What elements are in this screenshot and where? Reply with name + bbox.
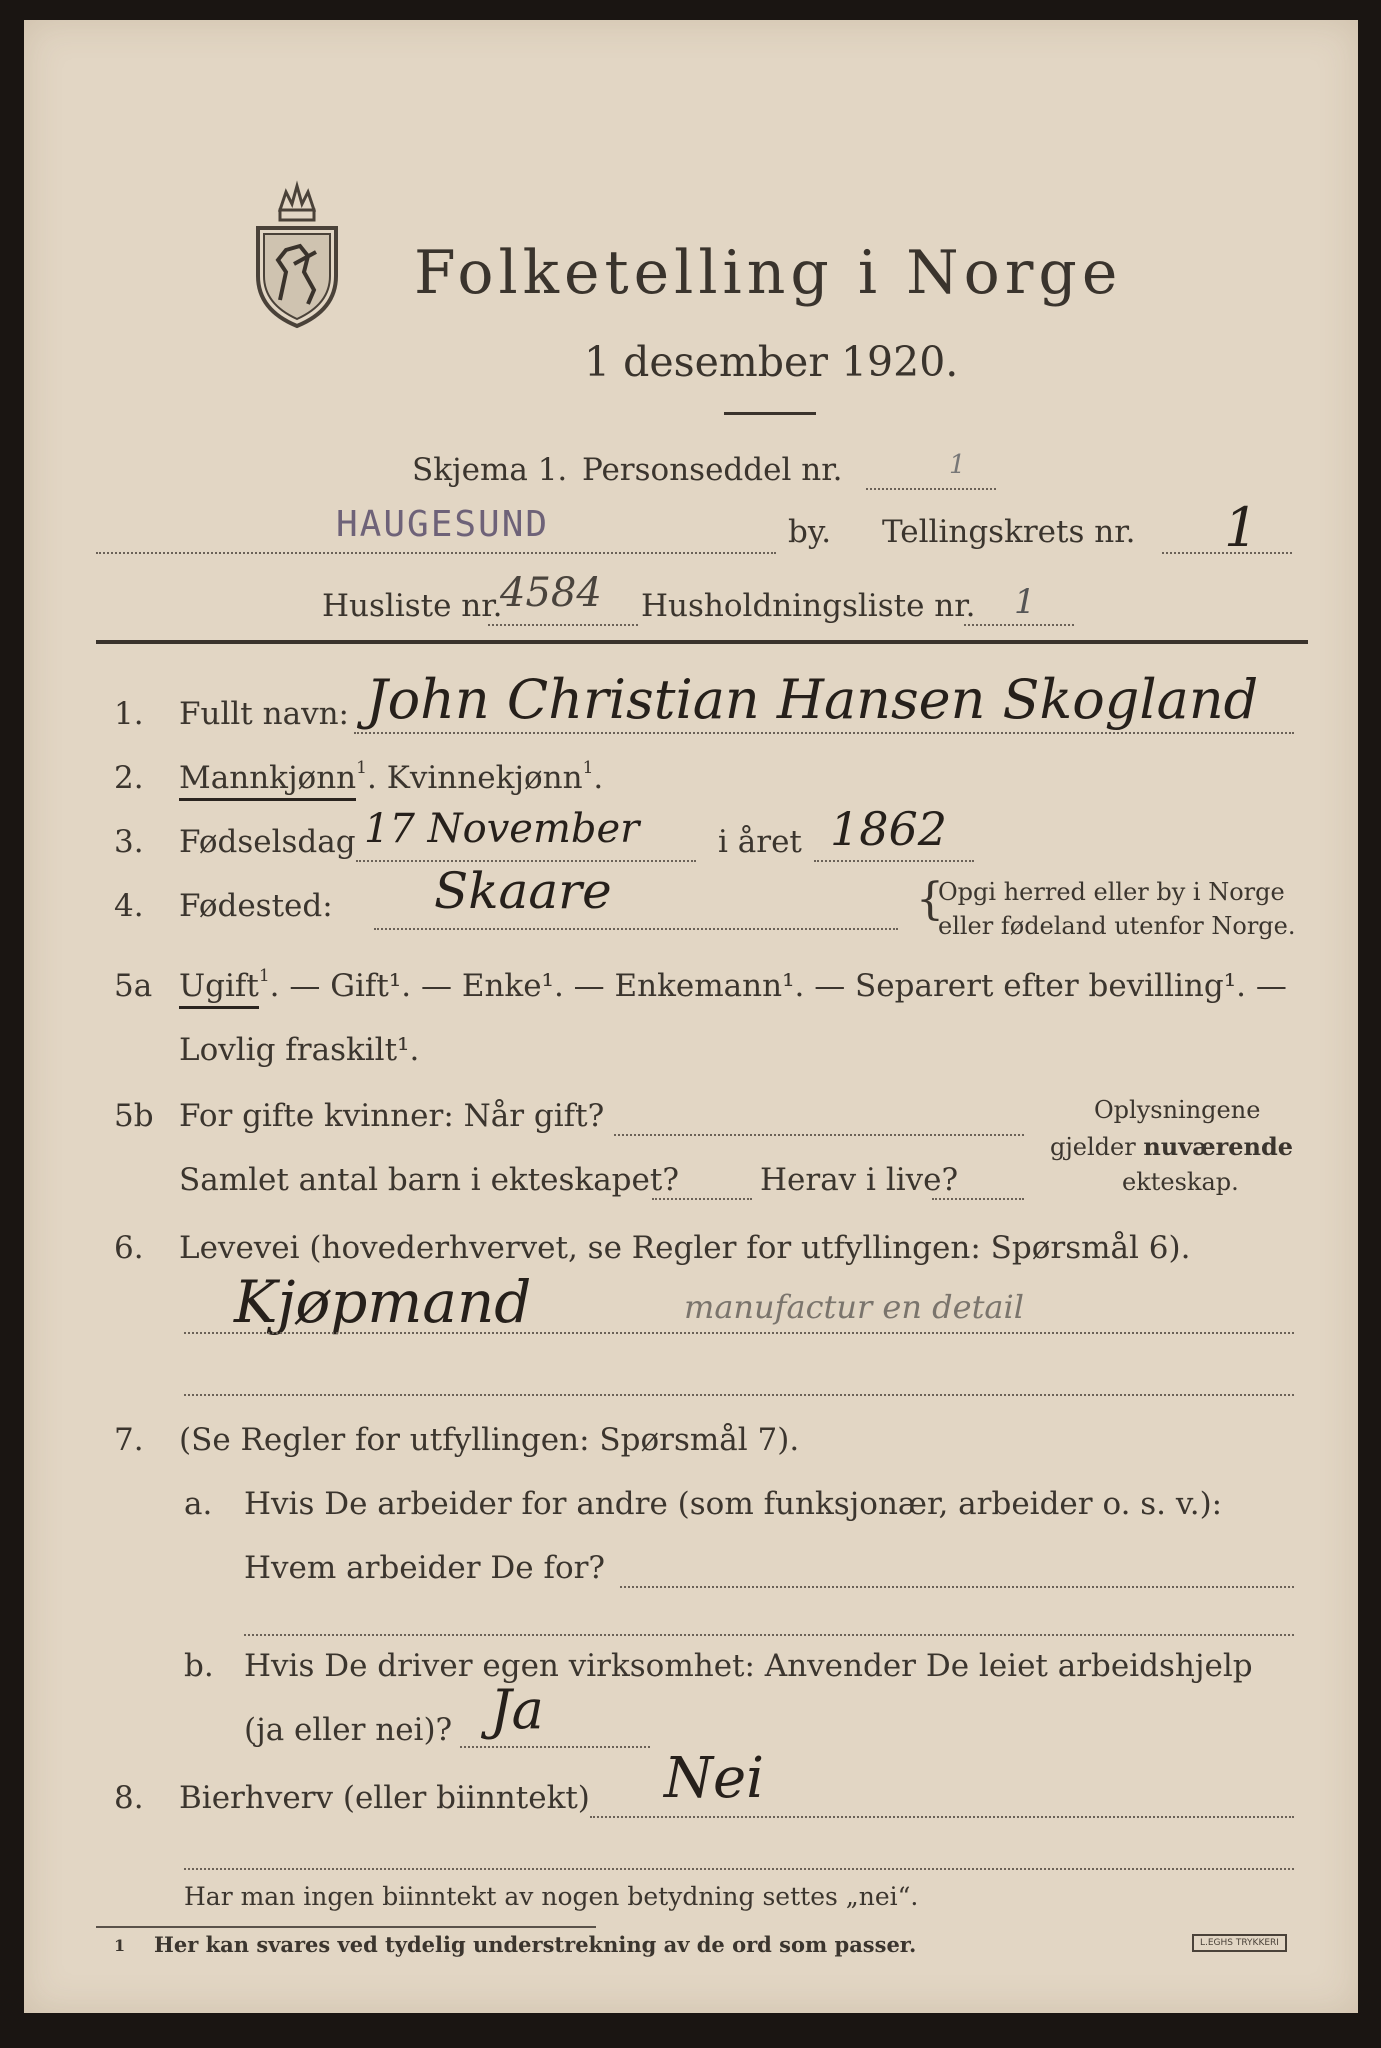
q7-number: 7. (114, 1422, 144, 1458)
q3-number: 3. (114, 824, 144, 860)
q4-label: Fødested: (179, 888, 333, 924)
by-label: by. (788, 514, 832, 550)
q4-value: Skaare (434, 862, 612, 920)
q5b-married-label: For gifte kvinner: Når gift? (179, 1098, 605, 1134)
q7a-question: Hvem arbeider De for? (244, 1550, 606, 1586)
personseddel-field[interactable] (866, 488, 996, 490)
q2-options (179, 760, 603, 796)
printer-mark: L.EGHS TRYKKERI (1192, 1934, 1287, 1952)
tellingskrets-value: 1 (1224, 496, 1259, 559)
q5a-other-options[interactable]: . — Gift¹. — Enke¹. — Enkemann¹. — Separert efter bevilling¹. — (269, 968, 1287, 1004)
nei-note: Har man ingen biinntekt av nogen betydning settes „nei“. (184, 1882, 919, 1911)
q7-label: (Se Regler for utfyllingen: Spørsmål 7). (179, 1422, 800, 1458)
q7b-question: (ja eller nei)? (244, 1712, 453, 1748)
footnote-text: Her kan svares ved tydelig understrekning av de ord som passer. (154, 1932, 917, 1957)
q6-pencil-note: manufactur en detail (684, 1288, 1024, 1326)
q8-number: 8. (114, 1780, 144, 1816)
personseddel-label: Personseddel nr. (582, 452, 843, 488)
q7a-field-2[interactable] (244, 1634, 1294, 1636)
q6-number: 6. (114, 1230, 144, 1266)
q1-label: Fullt navn: (179, 696, 349, 732)
footnote-divider (96, 1926, 596, 1928)
q5a-ugift-option[interactable]: Ugift (179, 968, 259, 1009)
q5b-note-line2 (1050, 1132, 1293, 1161)
q7a-letter: a. (184, 1486, 213, 1522)
q3-birthday-value: 17 November (364, 806, 640, 852)
tellingskrets-label: Tellingskrets nr. (882, 514, 1136, 550)
q5b-alive-label: Herav i live? (760, 1162, 959, 1198)
q8-field-1[interactable] (590, 1816, 1294, 1818)
q2-number: 2. (114, 760, 144, 796)
footnote-number: 1 (114, 1936, 126, 1955)
city-stamp: HAUGESUND (336, 504, 550, 545)
q2-female-footnote: 1 (582, 758, 594, 778)
q7b-text: Hvis De driver egen virksomhet: Anvender De leiet arbeidshjelp (244, 1648, 1253, 1684)
husliste-field[interactable] (488, 624, 638, 626)
q6-value: Kjøpmand (234, 1268, 532, 1336)
q5a-number: 5a (114, 968, 153, 1004)
q7a-text: Hvis De arbeider for andre (som funksjonær, arbeider o. s. v.): (244, 1486, 1223, 1522)
q3-year-value: 1862 (830, 802, 948, 856)
q3-label: Fødselsdag (179, 824, 356, 860)
q2-male-option[interactable]: Mannkjønn (179, 760, 356, 801)
schema-label: Skjema 1. (412, 452, 568, 488)
q5b-number: 5b (114, 1098, 154, 1134)
q6-field-1[interactable] (184, 1332, 1294, 1334)
q5a-options (179, 968, 1287, 1004)
q5b-note-gjelder: gjelder (1050, 1133, 1144, 1161)
q5b-married-field[interactable] (614, 1134, 1024, 1136)
q5b-note-line3: ekteskap. (1122, 1168, 1239, 1196)
title-divider (724, 412, 816, 415)
city-field[interactable] (96, 552, 776, 554)
q2-female-option[interactable]: Kvinnekjønn (386, 760, 583, 796)
q8-value: Nei (664, 1746, 765, 1811)
q6-field-2[interactable] (184, 1394, 1294, 1396)
q2-male-footnote: 1 (356, 758, 367, 778)
husliste-value: 4584 (500, 570, 602, 616)
q4-note-line1: Opgi herred eller by i Norge (938, 878, 1285, 906)
q3-year-field[interactable] (814, 860, 974, 862)
q5a-fraskilt-option[interactable]: Lovlig fraskilt¹. (179, 1032, 420, 1068)
q1-number: 1. (114, 696, 144, 732)
q5b-note-nuvaerende: nuværende (1143, 1132, 1294, 1161)
q4-note-bracket: { (916, 874, 944, 925)
husholdning-value: 1 (1014, 582, 1036, 622)
q4-field[interactable] (374, 928, 898, 930)
q7a-field-1[interactable] (620, 1586, 1294, 1588)
census-date: 1 desember 1920. (584, 338, 959, 386)
q7b-letter: b. (184, 1648, 214, 1684)
q7b-value: Ja (490, 1678, 544, 1741)
q8-label: Bierhverv (eller biinntekt) (179, 1780, 590, 1816)
census-form (24, 20, 1358, 2013)
q2-dot-2: . (593, 760, 604, 796)
q1-value: John Christian Hansen Skogland (366, 668, 1259, 731)
q8-field-2[interactable] (184, 1868, 1294, 1870)
q4-note-line2: eller fødeland utenfor Norge. (938, 912, 1296, 940)
q4-number: 4. (114, 888, 144, 924)
q6-label: Levevei (hovederhvervet, se Regler for utfyllingen: Spørsmål 6). (179, 1230, 1191, 1266)
q7b-field[interactable] (460, 1746, 650, 1748)
husholdning-label: Husholdningsliste nr. (641, 588, 976, 624)
q5b-children-label: Samlet antal barn i ekteskapet? (179, 1162, 679, 1198)
header-rule (96, 640, 1308, 644)
personseddel-value: 1 (949, 450, 966, 480)
q2-dot: . (366, 760, 377, 796)
q5b-note-line1: Oplysningene (1094, 1096, 1261, 1124)
form-title: Folketelling i Norge (414, 238, 1123, 308)
husliste-label: Husliste nr. (322, 588, 503, 624)
q3-year-label: i året (718, 824, 802, 860)
q5a-ugift-footnote: 1 (258, 966, 270, 986)
q1-field[interactable] (354, 732, 1294, 734)
norwegian-coat-of-arms-icon (250, 180, 344, 330)
q5b-alive-field[interactable] (932, 1198, 1024, 1200)
husholdning-field[interactable] (964, 624, 1074, 626)
q5b-children-field[interactable] (652, 1198, 752, 1200)
